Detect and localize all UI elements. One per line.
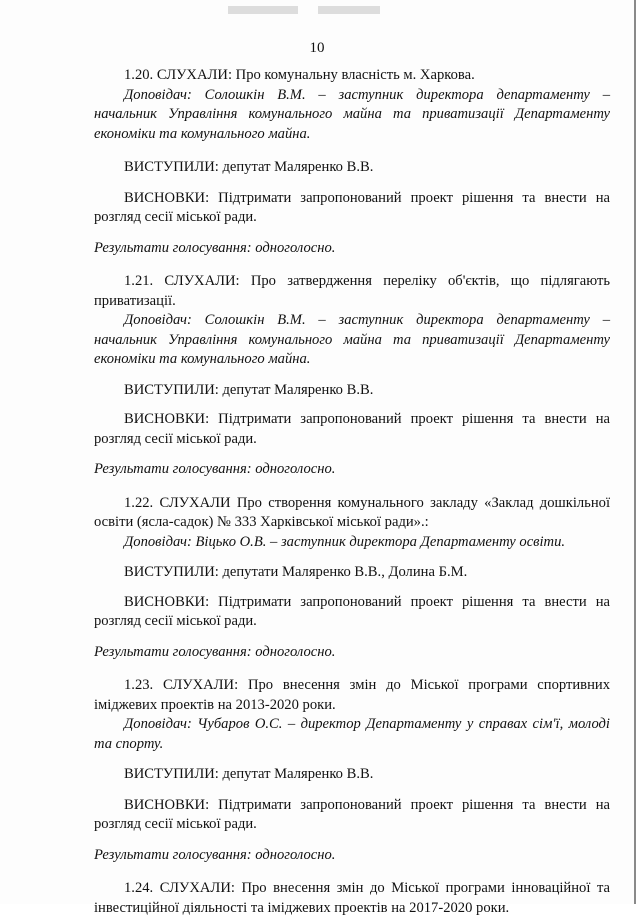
conclusions-line: ВИСНОВКИ: Підтримати запропонований проект рішення та внести на розгляд сесії міської ради. [94, 593, 610, 629]
agenda-item-1-21 [94, 272, 610, 480]
spoke-line: ВИСТУПИЛИ: депутат Маляренко В.В. [124, 381, 374, 398]
scan-artifact [228, 6, 298, 14]
minutes-body [94, 66, 610, 918]
vote-result: Результати голосування: одноголосно. [94, 239, 336, 256]
heard-line: 1.24. СЛУХАЛИ: Про внесення змін до Міської програми інноваційної та інвестиційної діяльності та іміджевих проектів на 2017-2020 роки. [94, 880, 610, 916]
heard-line: 1.21. СЛУХАЛИ: Про затвердження переліку об'єктів, що підлягають приватизації. [94, 273, 610, 309]
heard-line: 1.20. СЛУХАЛИ: Про комунальну власність м. Харкова. [124, 67, 475, 83]
speaker-line: Доповідач: Солошкін В.М. – заступник директора департаменту – начальник Управління комунального майна та приватизації Департаменту економіки та комунального майна. [94, 86, 610, 142]
agenda-item-1-23 [94, 676, 610, 865]
vote-result: Результати голосування: одноголосно. [94, 643, 336, 660]
conclusions-line: ВИСНОВКИ: Підтримати запропонований проект рішення та внести на розгляд сесії міської ради. [94, 796, 610, 832]
agenda-item-1-20 [94, 66, 610, 258]
speaker-line: Доповідач: Чубаров О.С. – директор Департаменту у справах сім'ї, молоді та спорту. [94, 716, 610, 752]
speaker-line: Доповідач: Віцько О.В. – заступник директора Департаменту освіти. [124, 533, 566, 550]
heard-line: 1.23. СЛУХАЛИ: Про внесення змін до Міської програми спортивних іміджевих проектів на 2013-2020 роки. [94, 677, 610, 713]
vote-result: Результати голосування: одноголосно. [94, 461, 336, 477]
scan-artifact [318, 6, 380, 14]
spoke-line: ВИСТУПИЛИ: депутат Маляренко В.В. [124, 766, 374, 782]
conclusions-line: ВИСНОВКИ: Підтримати запропонований проект рішення та внести на розгляд сесії міської ради. [94, 189, 610, 225]
vote-result: Результати голосування: одноголосно. [94, 846, 336, 863]
speaker-line: Доповідач: Солошкін В.М. – заступник директора департаменту – начальник Управління комунального майна та приватизації Департаменту економіки та комунального майна. [94, 312, 610, 367]
spoke-line: ВИСТУПИЛИ: депутати Маляренко В.В., Долина Б.М. [124, 564, 468, 580]
agenda-item-1-22 [94, 494, 610, 663]
heard-line: 1.22. СЛУХАЛИ Про створення комунального закладу «Заклад дошкільної освіти (ясла-садок) № 333 Харківської міської ради».: [94, 494, 610, 530]
agenda-item-1-24 [94, 879, 610, 918]
page-number: 10 [309, 40, 325, 56]
spoke-line: ВИСТУПИЛИ: депутат Маляренко В.В. [124, 159, 374, 175]
conclusions-line: ВИСНОВКИ: Підтримати запропонований проект рішення та внести на розгляд сесії міської ради. [94, 411, 610, 447]
